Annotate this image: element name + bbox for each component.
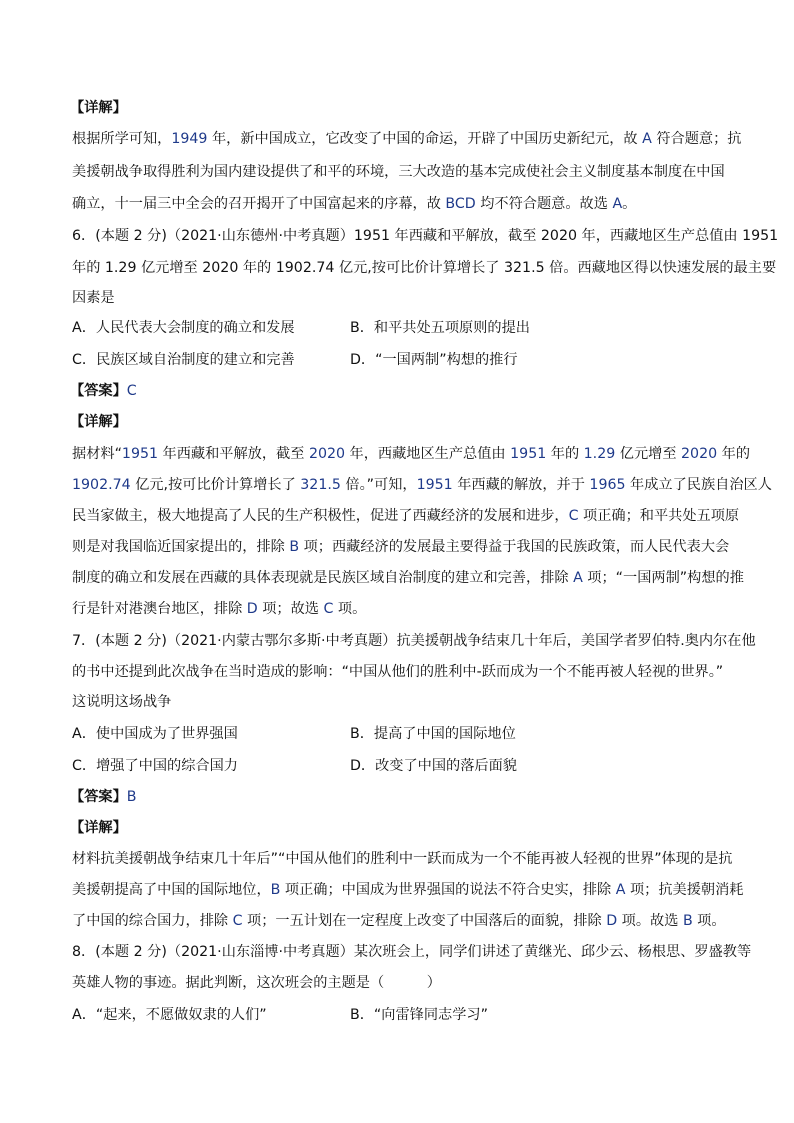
- detail-line: 材料抗美援朝战争结束几十年后”“中国从他们的胜利中一跃而成为一个不能再被人轻视的世界”体现的是抗: [72, 851, 733, 867]
- question-6-stem: 年的 1.29 亿元增至 2020 年的 1902.74 亿元,按可比价计算增长了 321.5 倍。西藏地区得以快速发展的最主要: [72, 260, 777, 276]
- question-6-stem: 6．(本题 2 分)（2021·山东德州·中考真题）1951 年西藏和平解放，截至 2020 年，西藏地区生产总值由 1951: [72, 228, 779, 244]
- detail-line: 行是针对港澳台地区，排除 D 项；故选 C 项。: [72, 601, 367, 617]
- answer-line: 【答案】C: [70, 383, 137, 399]
- detail-line: 美援朝战争取得胜利为国内建设提供了和平的环境，三大改造的基本完成使社会主义制度基本制度在中国: [72, 164, 725, 180]
- option-c: C．民族区域自治制度的建立和完善: [72, 352, 295, 368]
- question-8-stem: 英雄人物的事迹。据此判断，这次班会的主题是（ ）: [72, 975, 441, 991]
- option-a: A．使中国成为了世界强国: [72, 726, 238, 742]
- detail-line: 了中国的综合国力，排除 C 项；一五计划在一定程度上改变了中国落后的面貌，排除 D 项。故选 B 项。: [72, 913, 726, 929]
- option-a: A．人民代表大会制度的确立和发展: [72, 320, 295, 336]
- question-8-stem: 8．(本题 2 分)（2021·山东淄博·中考真题）某次班会上，同学们讲述了黄继光、邱少云、杨根思、罗盛教等: [72, 944, 752, 960]
- answer-line: 【答案】B: [70, 789, 137, 805]
- detail-label: 【详解】: [70, 414, 127, 430]
- option-a: A．“起来，不愿做奴隶的人们”: [72, 1007, 267, 1023]
- detail-line: 1902.74 亿元,按可比价计算增长了 321.5 倍。”可知，1951 年西藏的解放，并于 1965 年成立了民族自治区人: [72, 477, 772, 493]
- detail-label: 【详解】: [70, 820, 127, 836]
- option-b: B．提高了中国的国际地位: [350, 726, 516, 742]
- detail-line: 据材料“1951 年西藏和平解放，截至 2020 年，西藏地区生产总值由 1951 年的 1.29 亿元增至 2020 年的: [72, 446, 751, 462]
- detail-line: 美援朝提高了中国的国际地位，B 项正确；中国成为世界强国的说法不符合史实，排除 A 项；抗美援朝消耗: [72, 882, 744, 898]
- question-6-stem: 因素是: [72, 290, 115, 306]
- question-7-stem: 的书中还提到此次战争在当时造成的影响：“中国从他们的胜利中-跃而成为一个不能再被人轻视的世界。”: [72, 664, 724, 680]
- question-7-stem: 7．(本题 2 分)（2021·内蒙古鄂尔多斯·中考真题）抗美援朝战争结束几十年后，美国学者罗伯特.奥内尔在他: [72, 633, 756, 649]
- detail-label: 【详解】: [70, 100, 127, 116]
- question-7-stem: 这说明这场战争: [72, 694, 172, 710]
- detail-line: 则是对我国临近国家提出的，排除 B 项；西藏经济的发展最主要得益于我国的民族政策，而人民代表大会: [72, 539, 730, 555]
- option-b: B．和平共处五项原则的提出: [350, 320, 530, 336]
- option-c: C．增强了中国的综合国力: [72, 758, 238, 774]
- detail-line: 民当家做主，极大地提高了人民的生产积极性，促进了西藏经济的发展和进步，C 项正确；和平共处五项原: [72, 508, 740, 524]
- option-b: B．“向雷锋同志学习”: [350, 1007, 488, 1023]
- option-d: D．“一国两制”构想的推行: [350, 352, 518, 368]
- detail-line: 确立，十一届三中全会的召开揭开了中国富起来的序幕，故 BCD 均不符合题意。故选 A。: [72, 196, 637, 212]
- answer-value: B: [126, 789, 137, 805]
- answer-value: C: [126, 383, 137, 399]
- detail-line: 制度的确立和发展在西藏的具体表现就是民族区域自治制度的建立和完善，排除 A 项；“一国两制”构想的推: [72, 570, 744, 586]
- option-d: D．改变了中国的落后面貌: [350, 758, 517, 774]
- detail-line: 根据所学可知，1949 年，新中国成立，它改变了中国的命运，开辟了中国历史新纪元，故 A 符合题意；抗: [72, 131, 742, 147]
